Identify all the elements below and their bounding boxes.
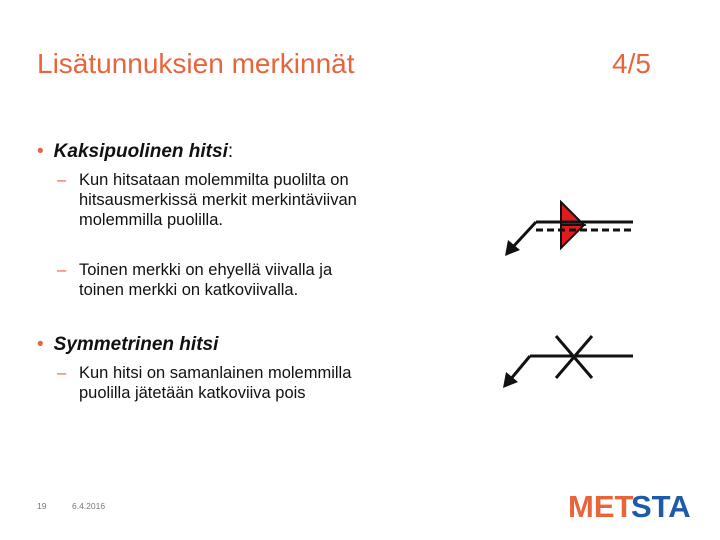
subitem-dash: – (57, 364, 67, 382)
footer-page-number: 19 (37, 501, 47, 511)
subitem-double-sided-1 (57, 170, 357, 230)
bullet-label: Kaksipuolinen hitsi (53, 141, 228, 162)
metsta-logo (568, 486, 708, 526)
bullet-label: Symmetrinen hitsi (53, 334, 219, 355)
logo-text-met: MET (568, 489, 634, 524)
subitem-text: Kun hitsataan molemmilta puolilta on hitsausmerkissä merkit merkintäviivan molemmilla puolilla. (79, 171, 357, 229)
page-indicator: 4/5 (612, 48, 651, 79)
arrow-line (510, 356, 530, 380)
footer-date: 6.4.2016 (72, 501, 106, 511)
weld-triangle-lower (561, 225, 584, 248)
slide-title: Lisätunnuksien merkinnät (37, 48, 355, 79)
double-sided-weld-symbol-diagram (490, 180, 650, 270)
bullet-suffix: : (227, 141, 234, 162)
subitem-double-sided-2 (57, 260, 357, 300)
bullet-double-sided-weld (37, 141, 233, 163)
subitem-text: Kun hitsi on samanlainen molemmilla puolilla jätetään katkoviiva pois (79, 364, 352, 402)
logo-text-sta: STA (631, 489, 691, 524)
arrow-line (512, 222, 536, 248)
symmetric-weld-symbol-diagram (490, 330, 650, 400)
subitem-text: Toinen merkki on ehyellä viivalla ja toinen merkki on katkoviivalla. (79, 261, 333, 299)
subitem-symmetric-1 (57, 363, 357, 403)
subitem-dash: – (57, 171, 67, 189)
subitem-dash: – (57, 261, 67, 279)
bullet-symmetric-weld (37, 334, 218, 356)
bullet-dot: • (37, 334, 44, 355)
bullet-dot: • (37, 141, 44, 162)
